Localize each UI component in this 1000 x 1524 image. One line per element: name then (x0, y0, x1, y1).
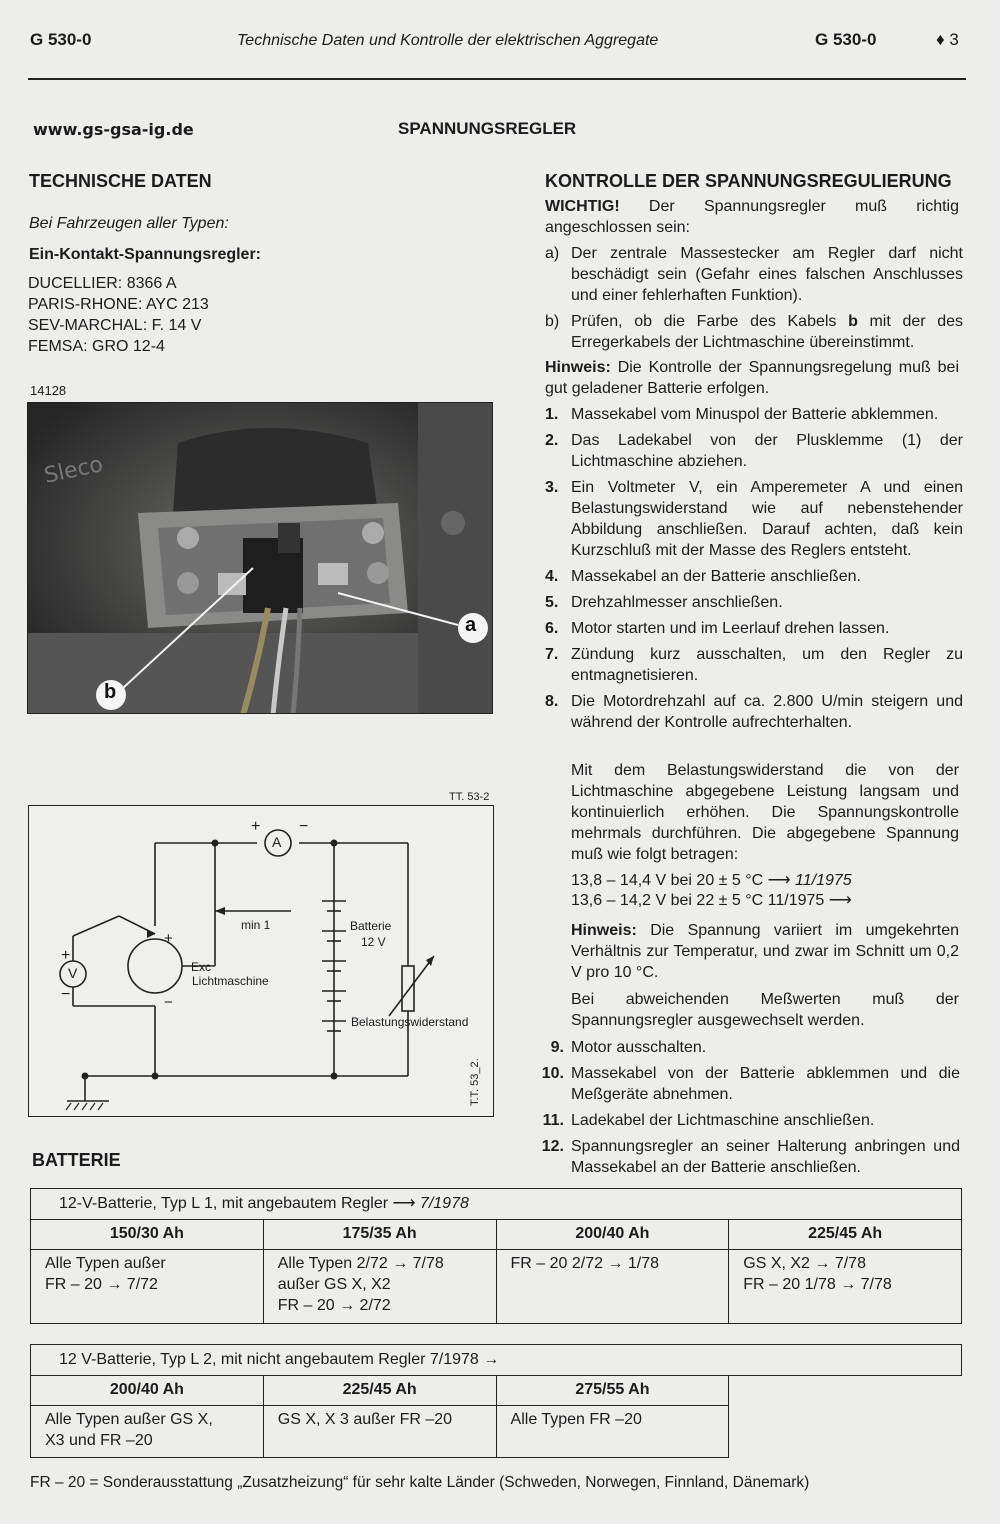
table-cell: Alle Typen außer GS X, X3 und FR –20 (31, 1406, 264, 1458)
lichtmaschine-label: Lichtmaschine (192, 974, 269, 988)
table-cell: Alle Typen 2/72 → 7/78 außer GS X, X2 FR – 20 → 2/72 (263, 1250, 496, 1324)
step-item: 3. Ein Voltmeter V, ein Amperemeter A und einen Belastungswiderstand wie auf nebenstehender Abbildung anschließen. Darauf achten, daß kein Kurzschluß mit der Masse des Reglers entsteht. (545, 479, 963, 559)
voltage-line-1: 13,8 – 14,4 V bei 20 ± 5 °C ⟶ 11/1975 (571, 872, 852, 889)
website-label: www.gs-gsa-ig.de (33, 120, 194, 139)
table-header: 275/55 Ah (496, 1376, 729, 1406)
voltmeter-label: V (68, 965, 78, 981)
table-cell: Alle Typen FR –20 (496, 1406, 729, 1458)
table-header: 150/30 Ah (31, 1220, 264, 1250)
tech-item: SEV-MARCHAL: F. 14 V (28, 317, 202, 334)
photo-ref: 14128 (30, 383, 67, 398)
page-number: ♦ 3 (936, 30, 959, 49)
steps-list (545, 404, 963, 738)
abweichend-paragraph: Bei abweichenden Meßwerten muß der Spannungsregler ausgewechselt werden. (571, 991, 959, 1029)
steps2-list (538, 1037, 960, 1183)
diagram-ref-top: TT. 53-2 (449, 791, 490, 803)
table-blank (729, 1376, 962, 1406)
hinweis-label: Hinweis: (545, 359, 611, 376)
step-item: 11. Ladekabel der Lichtmaschine anschließen. (542, 1112, 875, 1129)
table-header: 175/35 Ah (263, 1220, 496, 1250)
table-cell: GS X, X2 → 7/78 FR – 20 1/78 → 7/78 (729, 1250, 962, 1324)
voltage-line-2: 13,6 – 14,2 V bei 22 ± 5 °C 11/1975 ⟶ (571, 892, 852, 909)
voltmeter-plus: + (61, 947, 71, 964)
batterie-title: BATTERIE (32, 1150, 121, 1170)
step-item: 5. Drehzahlmesser anschließen. (545, 594, 783, 611)
step-item: 8. Die Motordrehzahl auf ca. 2.800 U/min steigern und während der Kontrolle aufrechterhalten. (545, 693, 963, 731)
hinweis2-paragraph (571, 920, 959, 983)
table-caption: 12-V-Batterie, Typ L 1, mit angebautem Regler ⟶ 7/1978 (31, 1189, 962, 1220)
ammeter-plus: + (251, 818, 261, 835)
table-cell: Alle Typen außer FR – 20 → 7/72 (31, 1250, 264, 1324)
list-item (545, 311, 963, 353)
item-label: b) (545, 313, 560, 330)
regulator-photo (27, 402, 493, 714)
step-item: 12. Spannungsregler an seiner Halterung anbringen und Massekabel an der Batterie anschließen. (541, 1138, 960, 1176)
tech-title: TECHNISCHE DATEN (29, 171, 212, 191)
circuit-diagram (28, 805, 494, 1117)
step-item: 6. Motor starten und im Leerlauf drehen lassen. (545, 620, 890, 637)
tech-item: DUCELLIER: 8366 A (28, 275, 177, 292)
regler-title: Ein-Kontakt-Spannungsregler: (29, 246, 262, 263)
generator-minus: − (164, 994, 173, 1011)
step-item: 10. Massekabel von der Batterie abklemmen und die Meßgeräte abnehmen. (541, 1065, 960, 1103)
widerstand-label: Belastungswiderstand (351, 1015, 469, 1029)
table-header: 200/40 Ah (496, 1220, 729, 1250)
wichtig-label: WICHTIG! (545, 198, 620, 215)
arrow-icon: ⟶ (767, 872, 791, 889)
table-caption: 12 V-Batterie, Typ L 2, mit nicht angebautem Regler 7/1978 → (31, 1345, 962, 1376)
step-item: 9. Motor ausschalten. (550, 1039, 707, 1056)
header-title: Technische Daten und Kontrolle der elektrischen Aggregate (237, 32, 659, 49)
item-text: Der zentrale Massestecker am Regler darf nicht beschädigt sein (Gefahr eines falschen Anschlusses und einer fehlerhaften Funktion). (571, 245, 963, 304)
batterie-label: Batterie (350, 919, 392, 933)
voltmeter-minus: − (61, 986, 71, 1003)
step-item: 2. Das Ladekabel von der Plusklemme (1) der Lichtmaschine abziehen. (545, 432, 963, 470)
header-code-right: G 530-0 (815, 30, 877, 49)
step-item: 4. Massekabel an der Batterie anschließen. (545, 568, 861, 585)
arrow-icon: ⟶ (828, 892, 852, 909)
step-item: 7. Zündung kurz ausschalten, um den Regler zu entmagnetisieren. (545, 646, 963, 684)
kontrolle-title: KONTROLLE DER SPANNUNGSREGULIERUNG (545, 171, 952, 191)
hinweis2-label: Hinweis: (571, 922, 637, 939)
item-text: Prüfen, ob die Farbe des Kabels b mit der des Erregerkabels der Lichtmaschine übereinstimmt. (571, 313, 963, 351)
battery-table-l2 (30, 1344, 962, 1458)
step-item: 1. Massekabel vom Minuspol der Batterie abklemmen. (545, 406, 939, 423)
tech-subtitle: Bei Fahrzeugen aller Typen: (29, 215, 229, 232)
table-header: 225/45 Ah (729, 1220, 962, 1250)
table-header: 225/45 Ah (263, 1376, 496, 1406)
section-title: SPANNUNGSREGLER (398, 119, 577, 138)
photo-label-b: b (104, 681, 117, 703)
diagram-ref-side: T.T. 53_2. (469, 1058, 481, 1106)
item-label: a) (545, 245, 560, 262)
exc-label: Exc (191, 960, 212, 974)
hinweis-paragraph (545, 357, 959, 399)
wichtig-paragraph (545, 196, 959, 238)
voltage-label: 12 V (361, 935, 386, 949)
list-item (545, 243, 963, 306)
photo-label-a: a (465, 614, 477, 636)
table-cell: FR – 20 2/72 → 1/78 (496, 1250, 729, 1324)
battery-table-l1 (30, 1188, 962, 1324)
wichtig-text: Der Spannungsregler muß richtig angeschlossen sein: (545, 198, 959, 236)
svg-text:Sleco: Sleco (42, 452, 106, 489)
ammeter-minus: − (299, 818, 309, 835)
header-rule (28, 78, 966, 80)
footnote: FR – 20 = Sonderausstattung „Zusatzheizung“ für sehr kalte Länder (Schweden, Norwegen, Finnland, Dänemark) (30, 1474, 810, 1491)
tech-item: FEMSA: GRO 12-4 (28, 338, 165, 355)
hinweis-text: Die Kontrolle der Spannungsregelung muß bei gut geladener Batterie erfolgen. (545, 359, 959, 397)
arrow-icon: ⟶ (392, 1195, 416, 1212)
ammeter-label: A (272, 834, 282, 850)
precheck-list (545, 243, 963, 358)
header-code-left: G 530-0 (30, 30, 92, 49)
tech-item: PARIS-RHONE: AYC 213 (28, 296, 209, 313)
hinweis2-text: Die Spannung variiert im umgekehrten Verhältnis zur Temperatur, und zwar im Schnitt um 0,2 V pro 10 °C. (571, 922, 959, 981)
table-blank (729, 1406, 962, 1458)
table-cell: GS X, X 3 außer FR –20 (263, 1406, 496, 1458)
step8-paragraph: Mit dem Belastungswiderstand die von der Lichtmaschine abgegebene Leistung langsam und kontinuierlich erhöhen. Die Spannungskontrolle mehrmals durchführen. Die abgegebene Spannung muß wie folgt betragen: (571, 762, 959, 863)
min-label: min 1 (241, 918, 271, 932)
table-header: 200/40 Ah (31, 1376, 264, 1406)
generator-plus: + (164, 930, 173, 947)
